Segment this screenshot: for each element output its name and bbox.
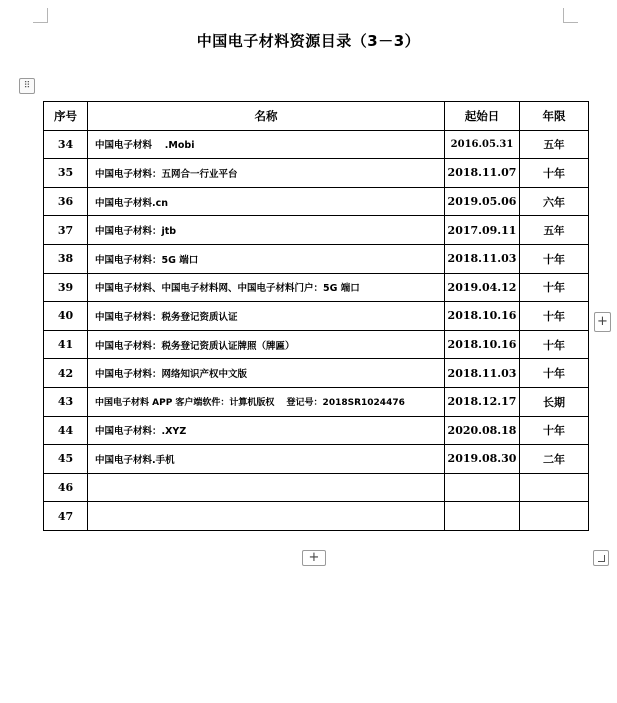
- cell-name[interactable]: 中国电子材料 APP 客户端软件：计算机版权 登记号：2018SR1024476: [88, 387, 445, 416]
- page-corner-mark-top-left: [33, 8, 48, 23]
- cell-date[interactable]: 2019.08.30: [445, 445, 520, 474]
- cell-date[interactable]: 2019.05.06: [445, 187, 520, 216]
- cell-num[interactable]: 36: [44, 187, 88, 216]
- cell-date[interactable]: [445, 473, 520, 502]
- page-corner-mark-top-right: [563, 8, 578, 23]
- table-row: [44, 502, 589, 531]
- cell-name-text: 中国电子材料：jtb: [95, 226, 177, 238]
- cell-num[interactable]: 46: [44, 473, 88, 502]
- cell-num[interactable]: 35: [44, 159, 88, 188]
- cell-num[interactable]: 42: [44, 359, 88, 388]
- cell-date[interactable]: 2018.11.03: [445, 359, 520, 388]
- cell-name-text: 中国电子材料.cn: [95, 197, 169, 209]
- cell-name[interactable]: [88, 216, 445, 245]
- header-num: 序号: [44, 102, 88, 131]
- cell-date[interactable]: [445, 502, 520, 531]
- resource-table: [43, 101, 589, 531]
- cell-term[interactable]: 十年: [520, 302, 589, 331]
- cell-num[interactable]: 44: [44, 416, 88, 445]
- cell-date[interactable]: 2019.04.12: [445, 273, 520, 302]
- cell-num[interactable]: 45: [44, 445, 88, 474]
- cell-name[interactable]: 中国电子材料、中国电子材料网、中国电子材料门户：5G 端口: [88, 273, 445, 302]
- cell-date[interactable]: 2018.11.03: [445, 244, 520, 273]
- cell-term[interactable]: 十年: [520, 244, 589, 273]
- cell-date[interactable]: 2018.12.17: [445, 387, 520, 416]
- table-row: [44, 187, 589, 216]
- cell-date[interactable]: 2018.10.16: [445, 302, 520, 331]
- header-start-date: 起始日: [445, 102, 520, 131]
- table-row: [44, 273, 589, 302]
- cell-name[interactable]: 中国电子材料：税务登记资质认证: [88, 302, 445, 331]
- cell-name[interactable]: 中国电子材料：五网合一行业平台: [88, 159, 445, 188]
- cell-term[interactable]: 十年: [520, 273, 589, 302]
- cell-term[interactable]: [520, 502, 589, 531]
- table-row: [44, 159, 589, 188]
- cell-date[interactable]: 2020.08.18: [445, 416, 520, 445]
- table-row: [44, 445, 589, 474]
- table-row: [44, 216, 589, 245]
- add-column-button[interactable]: +: [594, 312, 611, 332]
- cell-name[interactable]: 中国电子材料：税务登记资质认证牌照（牌匾）: [88, 330, 445, 359]
- add-row-button[interactable]: +: [302, 550, 326, 566]
- cell-name[interactable]: [88, 187, 445, 216]
- table-row: [44, 473, 589, 502]
- table-row: [44, 330, 589, 359]
- cell-term[interactable]: 十年: [520, 159, 589, 188]
- cell-num[interactable]: 34: [44, 130, 88, 159]
- cell-name[interactable]: 中国电子材料：网络知识产权中文版: [88, 359, 445, 388]
- cell-num[interactable]: 41: [44, 330, 88, 359]
- table-row: [44, 244, 589, 273]
- cell-term[interactable]: 十年: [520, 330, 589, 359]
- cell-term[interactable]: [520, 473, 589, 502]
- document-title: 中国电子材料资源目录（3－3）: [196, 32, 421, 50]
- cell-num[interactable]: 37: [44, 216, 88, 245]
- cell-num[interactable]: 47: [44, 502, 88, 531]
- cell-name[interactable]: 中国电子材料：.XYZ: [88, 416, 445, 445]
- table-row: [44, 302, 589, 331]
- cell-term[interactable]: 长期: [520, 387, 589, 416]
- cell-num[interactable]: 39: [44, 273, 88, 302]
- cell-date[interactable]: 2016.05.31: [445, 130, 520, 159]
- cell-term[interactable]: 六年: [520, 187, 589, 216]
- header-name: 名称: [88, 102, 445, 131]
- cell-num[interactable]: 38: [44, 244, 88, 273]
- table-row: [44, 359, 589, 388]
- cell-term[interactable]: 十年: [520, 359, 589, 388]
- cell-name[interactable]: [88, 473, 445, 502]
- cell-name[interactable]: 中国电子材料 .Mobi: [88, 130, 445, 159]
- cell-term[interactable]: 二年: [520, 445, 589, 474]
- cell-name[interactable]: 中国电子材料.手机: [88, 445, 445, 474]
- table-resize-handle-icon[interactable]: [593, 550, 609, 566]
- header-term: 年限: [520, 102, 589, 131]
- cell-date[interactable]: 2017.09.11: [445, 216, 520, 245]
- cell-date[interactable]: 2018.11.07: [445, 159, 520, 188]
- cell-num[interactable]: 40: [44, 302, 88, 331]
- table-move-handle-icon[interactable]: ⠿: [19, 78, 35, 94]
- cell-term[interactable]: 五年: [520, 216, 589, 245]
- cell-term[interactable]: 十年: [520, 416, 589, 445]
- cell-name[interactable]: 中国电子材料：5G 端口: [88, 244, 445, 273]
- cell-date[interactable]: 2018.10.16: [445, 330, 520, 359]
- table-row: [44, 387, 589, 416]
- cell-name[interactable]: [88, 502, 445, 531]
- cell-term[interactable]: 五年: [520, 130, 589, 159]
- table-row: [44, 416, 589, 445]
- cell-num[interactable]: 43: [44, 387, 88, 416]
- table-header-row: [44, 102, 589, 131]
- table-row: [44, 130, 589, 159]
